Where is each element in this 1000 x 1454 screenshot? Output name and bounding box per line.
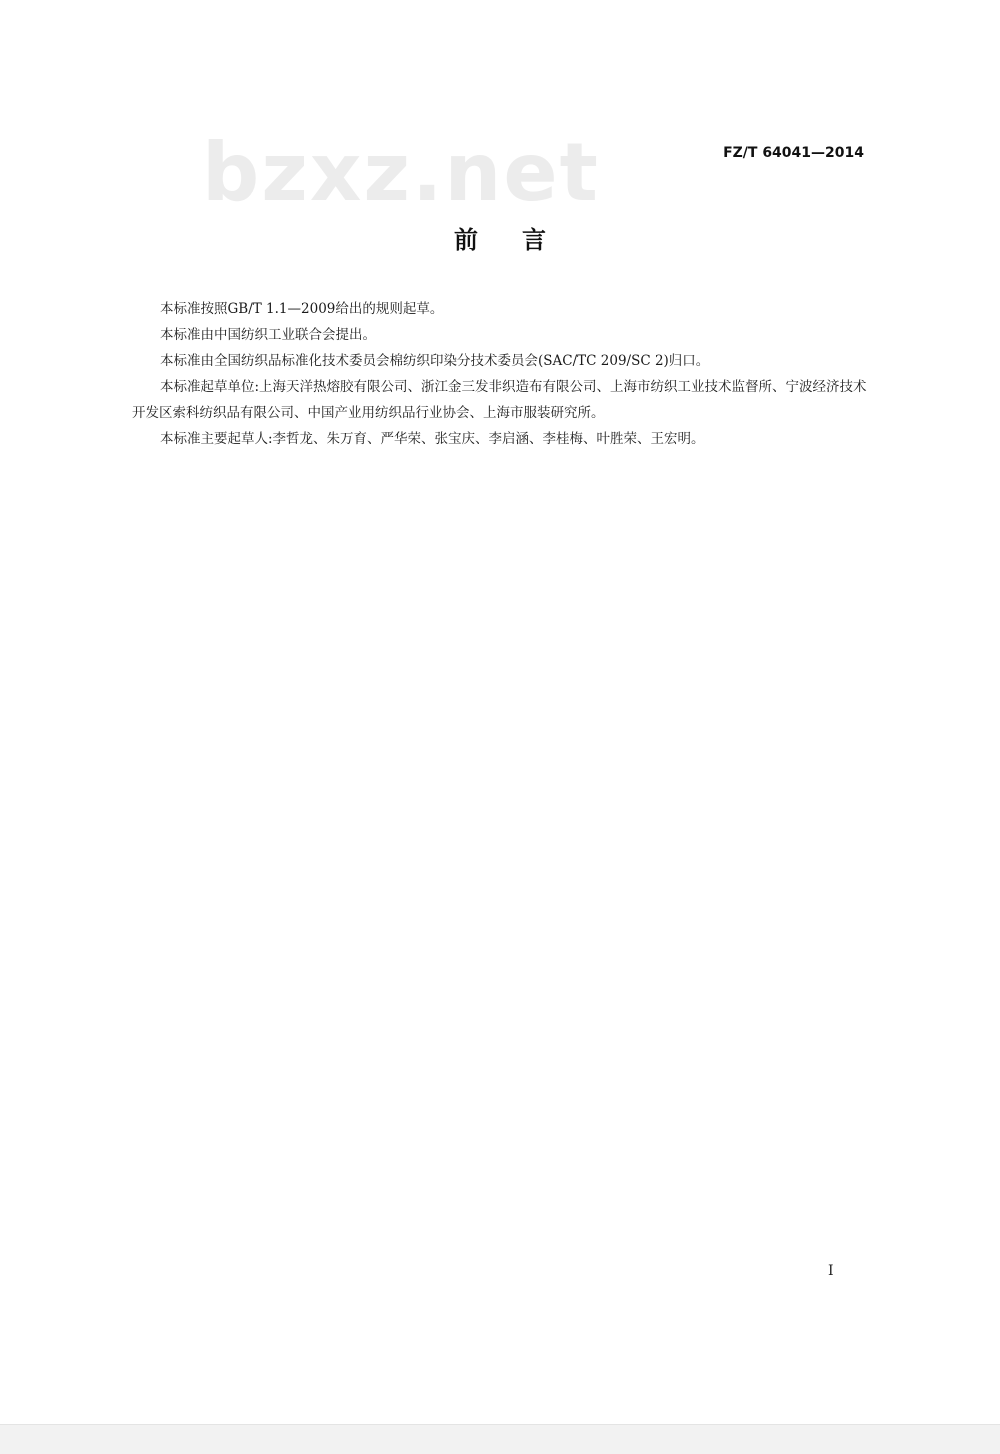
standard-code: FZ/T 64041—2014 [723, 145, 864, 161]
foreword-body [132, 296, 867, 452]
paragraph-technical-committee: 本标准由全国纺织品标准化技术委员会棉纺织印染分技术委员会(SAC/TC 209/SC 2)归口。 [160, 353, 710, 369]
paragraph-proposer: 本标准由中国纺织工业联合会提出。 [160, 327, 376, 343]
paragraph-drafting-rules: 本标准按照GB/T 1.1—2009给出的规则起草。 [160, 301, 444, 317]
watermark-logo: bzxz.net [202, 126, 600, 219]
page-bottom-edge [0, 1424, 1000, 1454]
page-number: I [828, 1263, 834, 1279]
paragraph-drafting-units: 本标准起草单位:上海天洋热熔胶有限公司、浙江金三发非织造布有限公司、上海市纺织工业技术监督所、宁波经济技术开发区索科纺织品有限公司、中国产业用纺织品行业协会、上海市服装研究所。 [132, 379, 867, 421]
paragraph-drafters: 本标准主要起草人:李哲龙、朱万育、严华荣、张宝庆、李启涵、李桂梅、叶胜荣、王宏明。 [160, 431, 705, 447]
page-title: 前言 [454, 226, 590, 254]
